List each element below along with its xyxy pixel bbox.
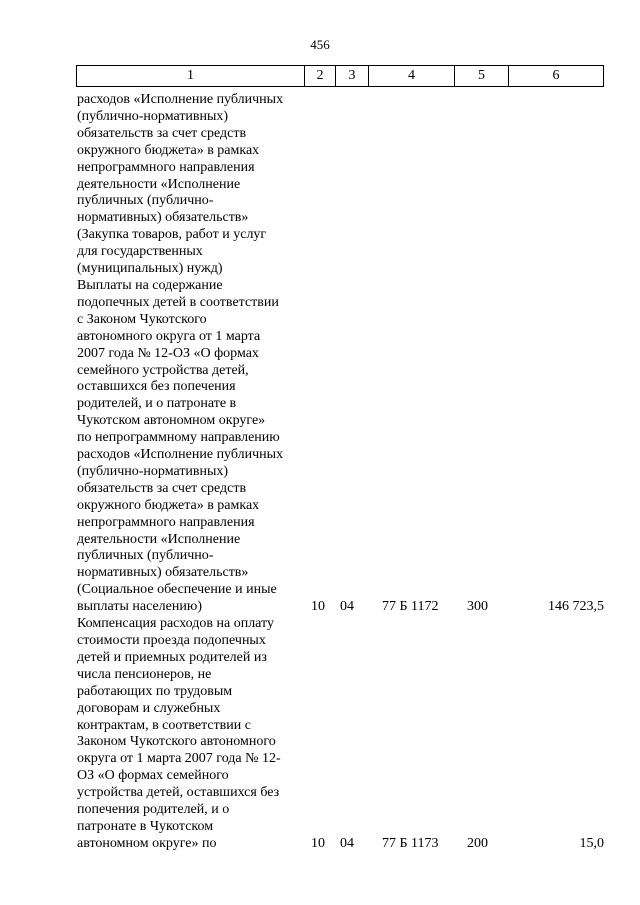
header-col-2: 2: [304, 66, 335, 86]
row-expense-type: 300: [467, 599, 488, 615]
row-description: Выплаты на содержание подопечных детей в соответствии с Законом Чукотского автономного округа от 1 марта 2007 года № 12-ОЗ «О формах семейного устройства детей, оставшихся без попечения родителей, и о патронате в Чукотском автономном округе» по непрограммному направлению расходов «Исполнение публичных (публично-нормативных) обязательств за счет средств окружного бюджета» в рамках непрограммного направления деятельности «Исполнение публичных (публично- нормативных) обязательств» (Социальное обеспечение и иные выплаты населению): [77, 277, 284, 615]
table-row: [76, 278, 604, 616]
header-col-3: 3: [335, 66, 368, 86]
row-subsection: 04: [340, 599, 354, 615]
header-col-5: 5: [454, 66, 508, 86]
table-body: [76, 92, 604, 853]
row-target-code: 77 Б 1173: [382, 835, 439, 851]
row-target-code: 77 Б 1172: [382, 599, 439, 615]
row-amount: 146 723,5: [548, 599, 604, 615]
header-col-6: 6: [508, 66, 603, 86]
table-row: [76, 92, 604, 278]
header-col-1: 1: [187, 68, 194, 83]
header-col-4: 4: [368, 66, 454, 86]
table-row: [76, 616, 604, 853]
row-subsection: 04: [340, 835, 354, 851]
row-section: 10: [311, 835, 325, 851]
row-description: Компенсация расходов на оплату стоимости проезда подопечных детей и приемных родителей из числа пенсионеров, не работающих по трудовым договорам и служебных контрактам, в соответствии с Законом Чукотского автономного округа от 1 марта 2007 года № 12- ОЗ «О формах семейного устройства детей, оставшихся без попечения родителей, и о патронате в Чукотском автономном округе» по: [77, 616, 281, 851]
table-header-row: [76, 65, 604, 87]
row-amount: 15,0: [579, 835, 604, 851]
row-expense-type: 200: [467, 835, 488, 851]
row-description: расходов «Исполнение публичных (публично-нормативных) обязательств за счет средств окружного бюджета» в рамках непрограммного направления деятельности «Исполнение публичных (публично- нормативных) обязательств» (Закупка товаров, работ и услуг для государственных (муниципальных) нужд): [77, 92, 284, 277]
row-section: 10: [311, 599, 325, 615]
page-number: 456: [310, 37, 330, 52]
